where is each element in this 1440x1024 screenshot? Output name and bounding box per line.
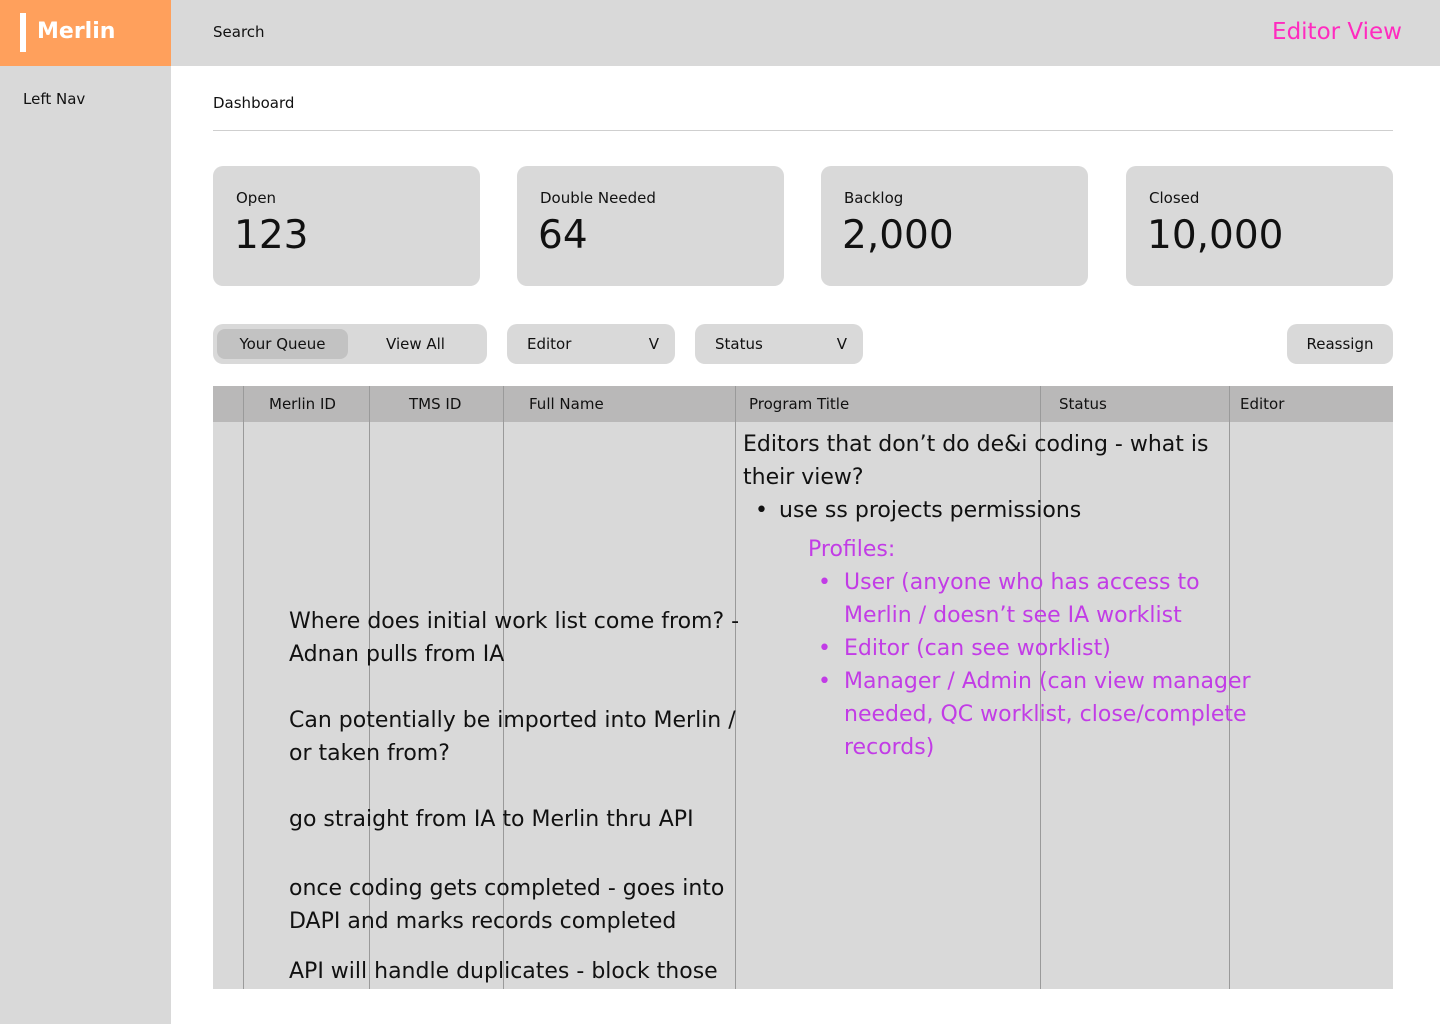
profiles-heading: Profiles: [808,537,896,562]
chevron-down-icon: V [648,335,659,353]
column-header-full-name[interactable]: Full Name [529,395,604,413]
profile-item: • Editor (can see worklist) [808,632,1268,665]
brand-accent-bar [20,13,26,52]
dropdown-label: Editor [527,335,572,353]
stat-card-backlog[interactable] [821,166,1088,286]
column-header-status[interactable]: Status [1059,395,1107,413]
stat-value: 2,000 [842,213,954,258]
profile-item: • User (anyone who has access to Merlin / doesn’t see IA worklist [808,566,1268,632]
column-divider [243,386,244,989]
annotation-profiles [808,533,1268,764]
note-line: Where does initial work list come from? - Adnan pulls from IA [289,609,740,667]
stat-label: Open [236,189,277,207]
title-divider [213,130,1393,131]
stat-label: Closed [1149,189,1200,207]
dropdown-label: Status [715,335,763,353]
stat-value: 123 [234,213,309,258]
stat-card-closed[interactable] [1126,166,1393,286]
tab-view-all[interactable]: View All [386,335,445,353]
column-header-program-title[interactable]: Program Title [749,395,850,413]
tab-your-queue[interactable]: Your Queue [239,335,326,353]
note-line: API will handle duplicates - block those [289,959,718,984]
annotation-note-worklist [289,605,759,988]
stat-label: Backlog [844,189,904,207]
chevron-down-icon: V [836,335,847,353]
note-bullet: • use ss projects permissions [743,494,1213,527]
left-sidebar [0,66,171,1024]
stat-card-double-needed[interactable] [517,166,784,286]
view-mode-label: Editor View [1272,19,1402,45]
reassign-button[interactable]: Reassign [1287,324,1393,364]
status-filter-dropdown[interactable] [695,324,863,364]
editor-filter-dropdown[interactable] [507,324,675,364]
left-nav-placeholder[interactable]: Left Nav [23,90,86,108]
stat-card-open[interactable] [213,166,480,286]
search-field[interactable]: Search [213,23,265,41]
stat-value: 64 [538,213,588,258]
note-line: Can potentially be imported into Merlin / or taken from? [289,708,736,766]
page-title: Dashboard [213,94,295,112]
stat-value: 10,000 [1147,213,1284,258]
app-name: Merlin [37,19,116,44]
note-line: go straight from IA to Merlin thru API [289,807,694,832]
top-header [171,0,1440,66]
profile-item: • Manager / Admin (can view manager needed, QC worklist, close/complete records) [808,665,1268,764]
note-line: once coding gets completed - goes into DAPI and marks records completed [289,876,725,934]
queue-segmented-control [213,324,487,364]
note-heading: Editors that don’t do de&i coding - what is their view? [743,432,1209,490]
column-header-editor[interactable]: Editor [1240,395,1285,413]
column-header-tms-id[interactable]: TMS ID [409,395,462,413]
stat-label: Double Needed [540,189,656,207]
column-header-merlin-id[interactable]: Merlin ID [269,395,336,413]
annotation-note-editor-view [743,428,1213,527]
